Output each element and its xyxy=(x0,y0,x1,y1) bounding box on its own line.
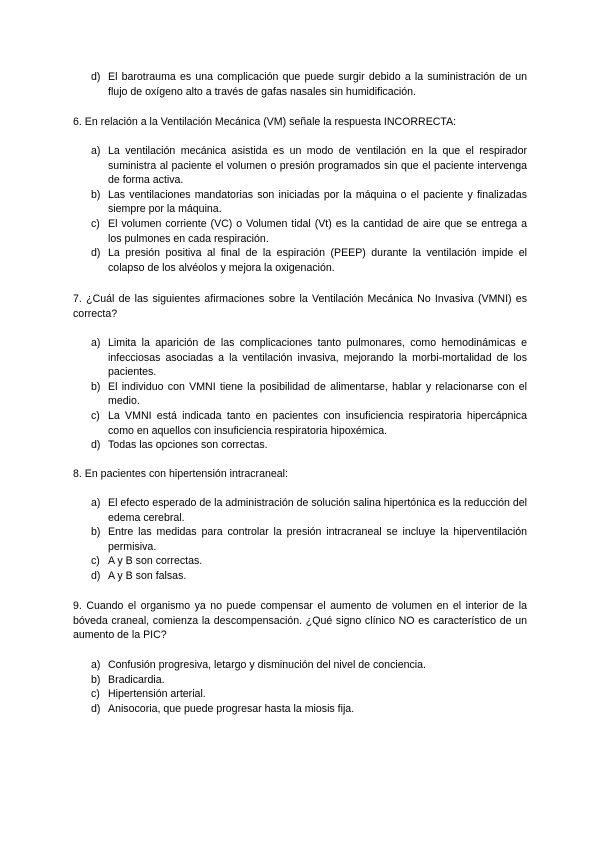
option-label: d) xyxy=(91,439,101,452)
option-b xyxy=(91,673,527,688)
option-label: d) xyxy=(91,71,101,83)
option-c xyxy=(91,217,527,246)
option-a xyxy=(91,658,527,673)
option-label: c) xyxy=(91,409,100,422)
option-label: a) xyxy=(91,337,101,349)
option-a xyxy=(91,496,527,525)
option-text: La ventilación mecánica asistida es un modo de ventilación en la que el respirador suministra al paciente el volumen o presión programados sin que el paciente intervenga de forma activa. xyxy=(108,145,527,187)
question-6-stem: 6. En relación a la Ventilación Mecánica (VM) señale la respuesta INCORRECTA: xyxy=(73,116,457,128)
option-label: c) xyxy=(91,217,100,230)
option-d xyxy=(91,438,527,453)
option-label: d) xyxy=(91,702,101,715)
option-text: Confusión progresiva, letargo y disminución del nivel de conciencia. xyxy=(108,659,426,671)
option-text: A y B son correctas. xyxy=(108,555,203,568)
question-7-stem: 7. ¿Cuál de las siguientes afirmaciones sobre la Ventilación Mecánica No Invasiva (VMNI) es correcta? xyxy=(73,293,527,320)
option-label: a) xyxy=(91,497,101,509)
option-d xyxy=(91,569,527,584)
option-label: b) xyxy=(91,673,101,686)
option-text: El barotrauma es una complicación que puede surgir debido a la suministración de un flujo de oxígeno alto a través de gafas nasales sin humidificación. xyxy=(108,71,527,98)
option-label: d) xyxy=(91,247,101,260)
option-a xyxy=(91,144,527,188)
option-label: d) xyxy=(91,569,101,582)
option-label: a) xyxy=(91,145,101,157)
option-label: c) xyxy=(91,555,100,568)
option-text: Entre las medidas para controlar la presión intracraneal se incluye la hiperventilación permisiva. xyxy=(108,526,527,553)
option-b xyxy=(91,380,527,409)
option-a xyxy=(91,336,527,380)
option-b xyxy=(91,188,527,217)
option-b xyxy=(91,525,527,554)
option-label: b) xyxy=(91,380,101,393)
option-label: b) xyxy=(91,526,101,539)
option-text: Las ventilaciones mandatorias son iniciadas por la máquina o el paciente y finalizadas siempre por la máquina. xyxy=(108,188,527,216)
option-label: b) xyxy=(91,188,101,201)
option-c xyxy=(91,409,527,438)
option-d xyxy=(91,246,527,275)
question-7-options xyxy=(91,336,527,453)
option-label: a) xyxy=(91,659,101,671)
question-9-options xyxy=(91,658,527,716)
option-c xyxy=(91,554,527,569)
option-label: c) xyxy=(91,688,100,701)
option-text: Hipertensión arterial. xyxy=(108,688,206,701)
option-d xyxy=(91,702,527,717)
q5-options-continuation xyxy=(91,70,527,99)
option-text: Bradicardia. xyxy=(108,673,165,686)
option-d xyxy=(91,70,527,99)
question-8-options xyxy=(91,496,527,584)
question-8-stem: 8. En pacientes con hipertensión intracraneal: xyxy=(73,468,288,480)
option-text: A y B son falsas. xyxy=(108,569,187,582)
question-6-options xyxy=(91,144,527,275)
option-text: Anisocoria, que puede progresar hasta la miosis fija. xyxy=(108,702,355,715)
question-9-stem: 9. Cuando el organismo ya no puede compensar el aumento de volumen en el interior de la bóveda craneal, comienza la descompensación. ¿Qué signo clínico NO es característico de un aumento de la PIC? xyxy=(73,600,527,642)
option-text: La VMNI está indicada tanto en pacientes con insuficiencia respiratoria hipercápnica como en aquellos con insuficiencia respiratoria hipoxémica. xyxy=(108,409,527,437)
option-text: La presión positiva al final de la espiración (PEEP) durante la ventilación impide el colapso de los alvéolos y mejora la oxigenación. xyxy=(108,247,527,274)
option-text: El efecto esperado de la administración de solución salina hipertónica es la reducción del edema cerebral. xyxy=(108,497,527,524)
option-text: El individuo con VMNI tiene la posibilidad de alimentarse, hablar y relacionarse con el medio. xyxy=(108,380,527,408)
option-c xyxy=(91,687,527,702)
option-text: Todas las opciones son correctas. xyxy=(108,439,268,452)
option-text: El volumen corriente (VC) o Volumen tidal (Vt) es la cantidad de aire que se entrega a los pulmones en cada respiración. xyxy=(108,217,527,245)
option-text: Limita la aparición de las complicaciones tanto pulmonares, como hemodinámicas e infecciosas asociadas a la ventilación invasiva, mejorando la morbi-mortalidad de los pacientes. xyxy=(108,337,527,379)
